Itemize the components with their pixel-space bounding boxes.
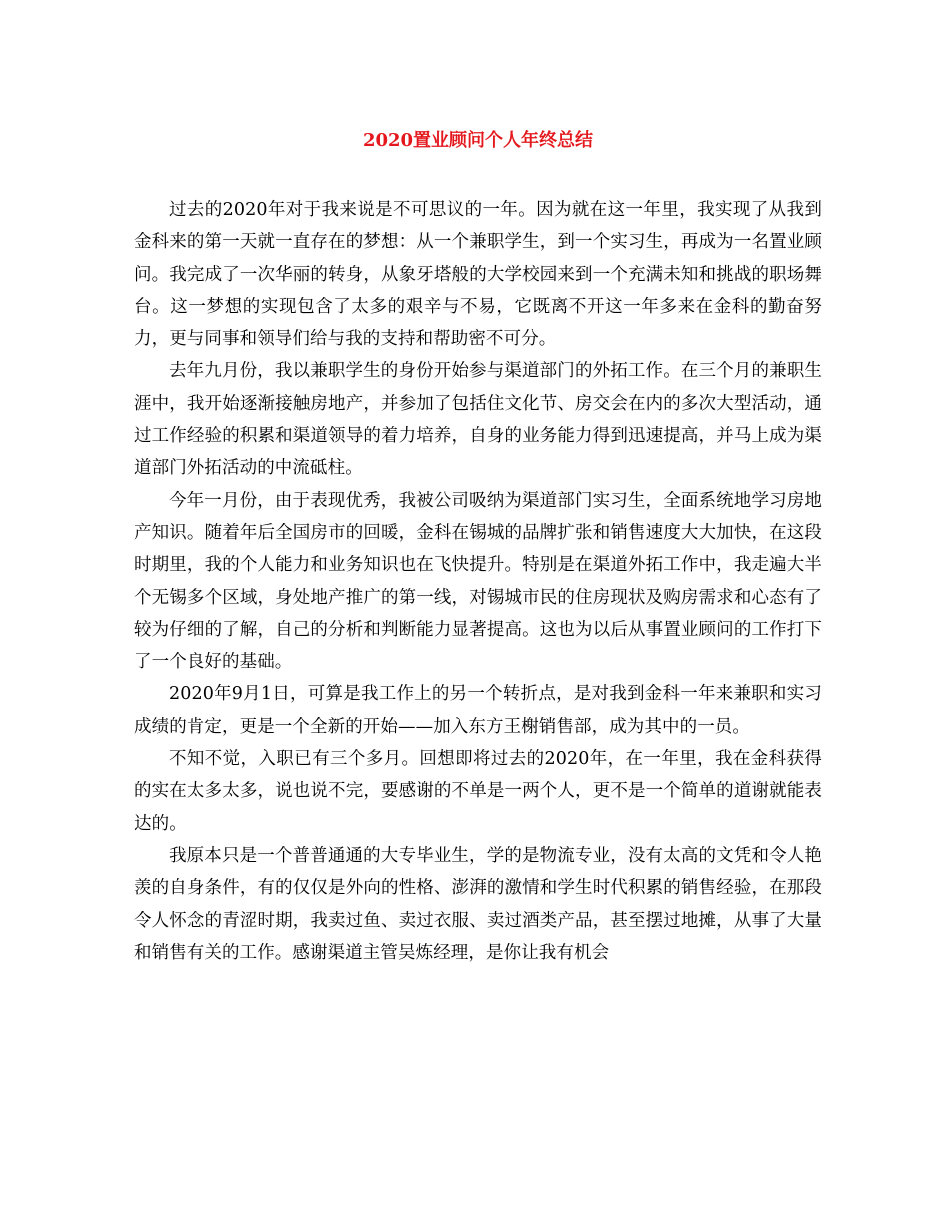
document-body — [134, 194, 822, 969]
document-title: 2020置业顾问个人年终总结 — [362, 130, 594, 151]
paragraph-5: 不知不觉，入职已有三个多月。回想即将过去的2020年，在一年里，我在金科获得的实在太多太多，说也说不完，要感谢的不单是一两个人，更不是一个简单的道谢就能表达的。 — [134, 749, 822, 834]
paragraph-4: 2020年9月1日，可算是我工作上的另一个转折点，是对我到金科一年来兼职和实习成绩的肯定，更是一个全新的开始——加入东方王榭销售部，成为其中的一员。 — [134, 684, 822, 737]
paragraph-2: 去年九月份，我以兼职学生的身份开始参与渠道部门的外拓工作。在三个月的兼职生涯中，我开始逐渐接触房地产，并参加了包括住文化节、房交会在内的多次大型活动，通过工作经验的积累和渠道领导的着力培养，自身的业务能力得到迅速提高，并马上成为渠道部门外拓活动的中流砥柱。 — [134, 361, 822, 479]
paragraph-3: 今年一月份，由于表现优秀，我被公司吸纳为渠道部门实习生，全面系统地学习房地产知识。随着年后全国房市的回暖，金科在锡城的品牌扩张和销售速度大大加快，在这段时期里，我的个人能力和业务知识也在飞快提升。特别是在渠道外拓工作中，我走遍大半个无锡多个区域，身处地产推广的第一线，对锡城市民的住房现状及购房需求和心态有了较为仔细的了解，自己的分析和判断能力显著提高。这也为以后从事置业顾问的工作打下了一个良好的基础。 — [134, 490, 822, 673]
paragraph-1: 过去的2020年对于我来说是不可思议的一年。因为就在这一年里，我实现了从我到金科来的第一天就一直存在的梦想：从一个兼职学生，到一个实习生，再成为一名置业顾问。我完成了一次华丽的转身，从象牙塔般的大学校园来到一个充满未知和挑战的职场舞台。这一梦想的实现包含了太多的艰辛与不易，它既离不开这一年多来在金科的勤奋努力，更与同事和领导们给与我的支持和帮助密不可分。 — [134, 200, 822, 350]
paragraph-6: 我原本只是一个普普通通的大专毕业生，学的是物流专业，没有太高的文凭和令人艳羡的自身条件，有的仅仅是外向的性格、澎湃的激情和学生时代积累的销售经验，在那段令人怀念的青涩时期，我卖过鱼、卖过衣服、卖过酒类产品，甚至摆过地摊，从事了大量和销售有关的工作。感谢渠道主管吴炼经理，是你让我有机会 — [134, 845, 822, 963]
